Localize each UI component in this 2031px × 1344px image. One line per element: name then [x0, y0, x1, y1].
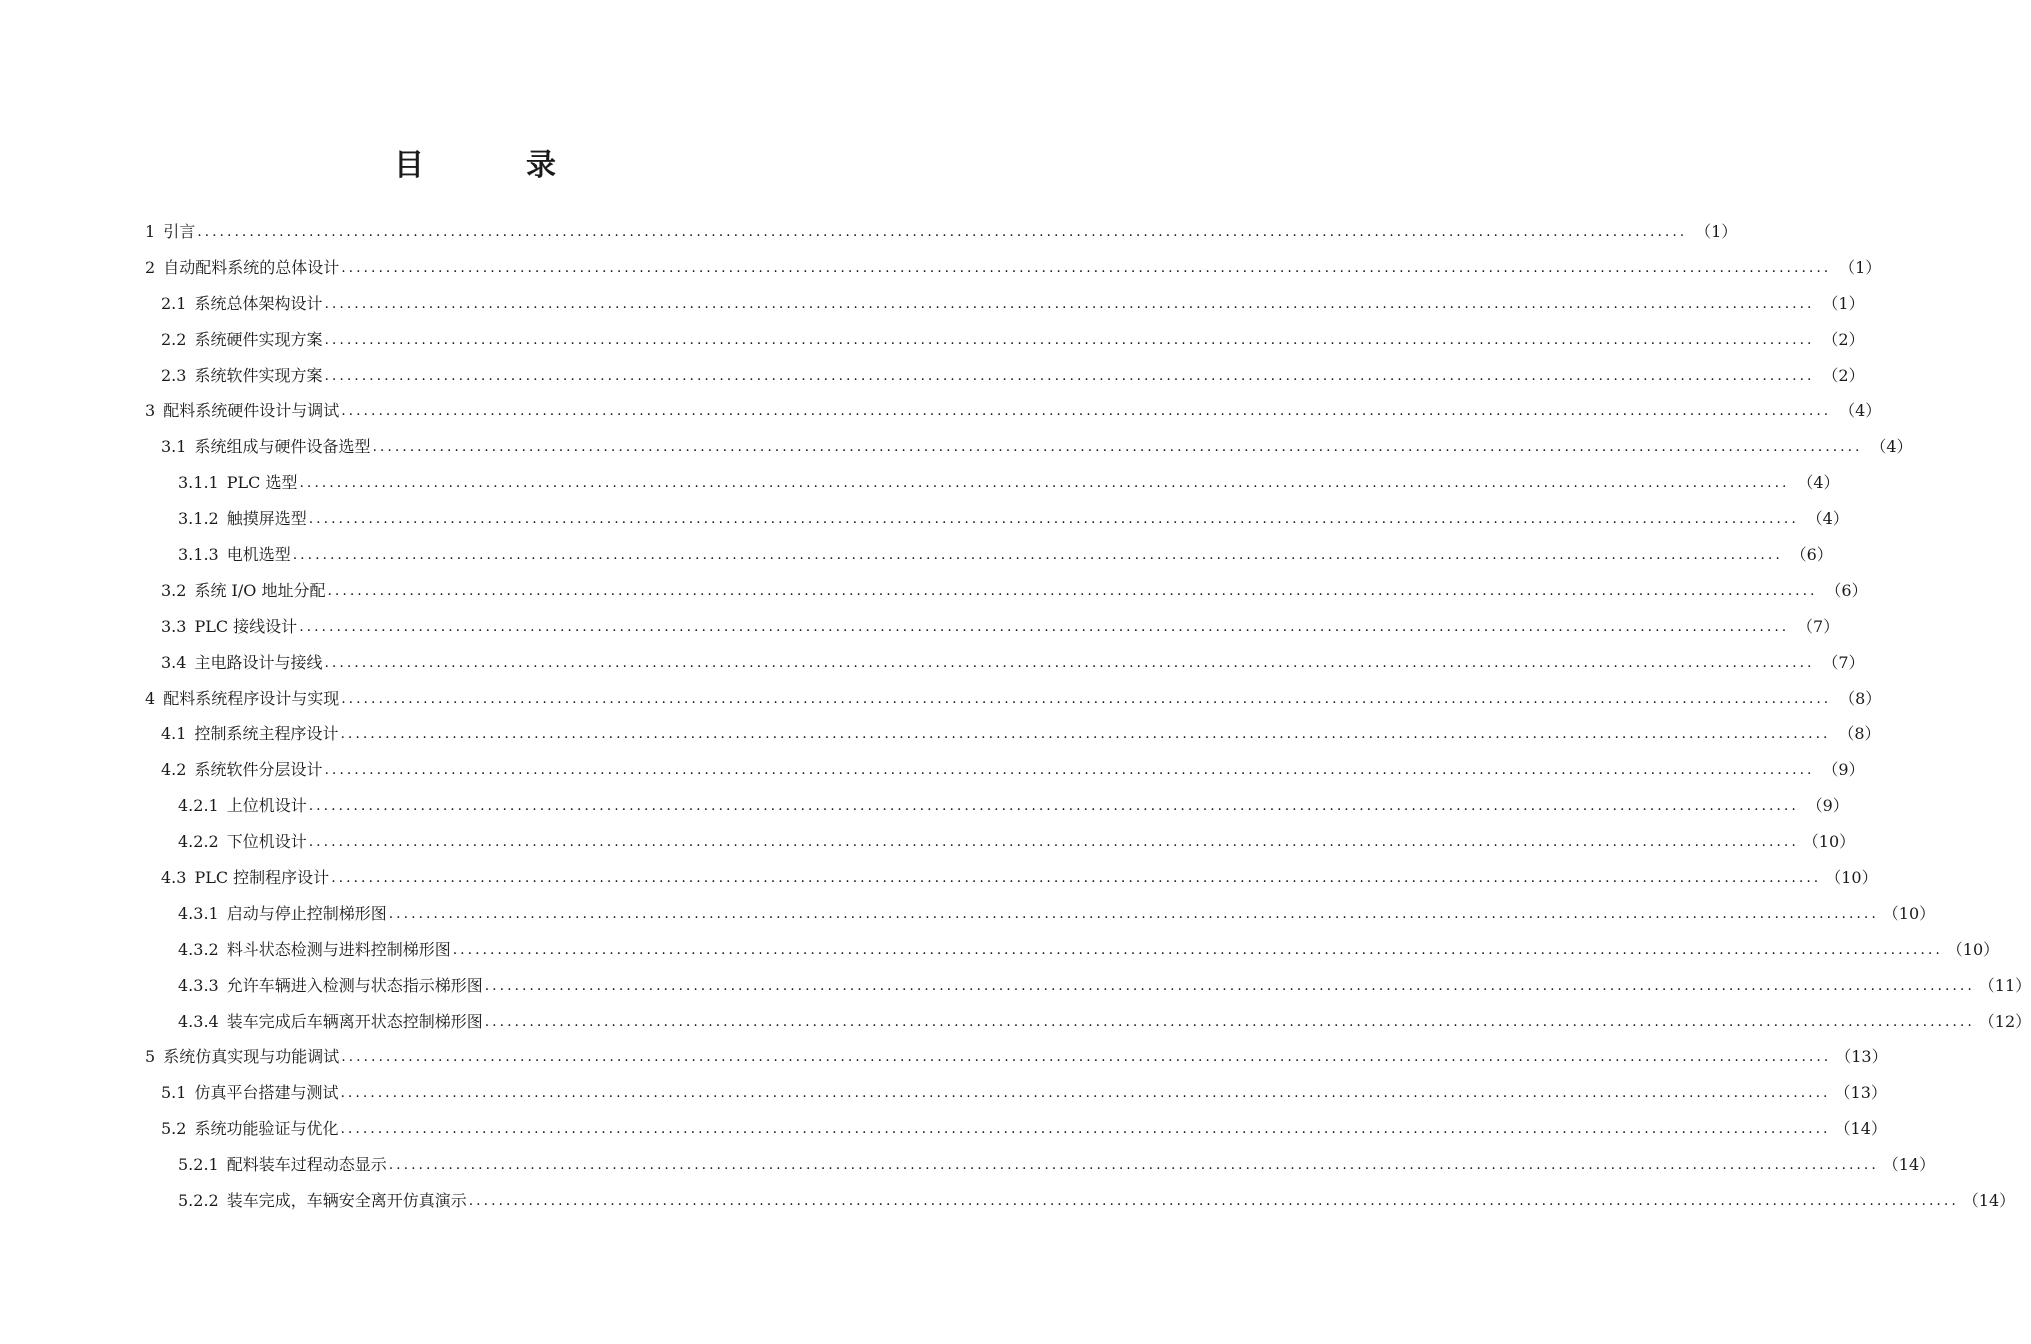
- toc-entry-title: [161, 760, 324, 780]
- toc-entry-number: 5.2.2: [178, 1190, 219, 1210]
- toc-entry-title: [161, 724, 340, 744]
- toc-entry-number: 2.3: [161, 365, 187, 385]
- toc-leader-dots: ........................................................................................................................................................................................................: [341, 403, 1832, 420]
- toc-entry-label: 系统 I/O 地址分配: [194, 580, 326, 600]
- toc-entry-number: 3.3: [161, 616, 187, 636]
- toc-page-number: （10）: [1946, 939, 2000, 959]
- toc-leader-dots: ........................................................................................................................................................................................................: [468, 1192, 1959, 1209]
- toc-entry-title: [178, 832, 309, 852]
- toc-entry-number: 3.1: [161, 437, 187, 457]
- toc-entry[interactable]: [161, 286, 1865, 322]
- toc-entry[interactable]: [145, 393, 1882, 429]
- toc-entry[interactable]: [145, 1039, 1888, 1075]
- toc-entry-title: [145, 689, 341, 709]
- toc-page-number: （4）: [1797, 473, 1840, 493]
- toc-entry-number: 4.2.2: [178, 832, 219, 852]
- toc-entry-label: 系统总体架构设计: [194, 293, 323, 313]
- toc-entry-title: [178, 473, 299, 493]
- toc-entry-number: 2.1: [161, 293, 187, 313]
- toc-entry-label: 控制系统主程序设计: [194, 724, 339, 744]
- toc-leader-dots: ........................................................................................................................................................................................................: [452, 941, 1943, 958]
- toc-entry-label: 系统硬件实现方案: [194, 329, 323, 349]
- toc-page-number: （4）: [1806, 509, 1849, 529]
- toc-page-number: （4）: [1839, 401, 1882, 421]
- table-of-contents: [0, 214, 2031, 1219]
- toc-leader-dots: ........................................................................................................................................................................................................: [341, 690, 1832, 707]
- toc-entry-title: [161, 868, 331, 888]
- toc-entry-title: [161, 294, 324, 314]
- toc-entry[interactable]: [161, 322, 1865, 358]
- toc-entry[interactable]: [178, 1004, 2031, 1040]
- toc-page-number: （13）: [1835, 1047, 1888, 1067]
- toc-entry-label: 装车完成后车辆离开状态控制梯形图: [226, 1011, 483, 1031]
- toc-entry-title: [161, 653, 324, 673]
- toc-leader-dots: ........................................................................................................................................................................................................: [484, 977, 1975, 994]
- toc-entry[interactable]: [178, 501, 1849, 537]
- toc-entry-label: 触摸屏选型: [226, 509, 307, 529]
- toc-leader-dots: ........................................................................................................................................................................................................: [341, 259, 1832, 276]
- toc-entry[interactable]: [178, 824, 1856, 860]
- toc-page-number: （10）: [1882, 903, 1936, 923]
- toc-leader-dots: ........................................................................................................................................................................................................: [388, 1157, 1879, 1174]
- toc-entry-label: 系统软件分层设计: [194, 760, 323, 780]
- toc-entry-label: 主电路设计与接线: [194, 652, 323, 672]
- toc-entry[interactable]: [178, 1183, 2016, 1219]
- toc-entry-label: 系统组成与硬件设备选型: [194, 437, 371, 457]
- toc-leader-dots: ........................................................................................................................................................................................................: [484, 1013, 1975, 1030]
- toc-page-number: （11）: [1978, 975, 2031, 995]
- toc-entry-label: 电机选型: [226, 544, 291, 564]
- toc-leader-dots: ........................................................................................................................................................................................................: [197, 223, 1688, 240]
- toc-leader-dots: ........................................................................................................................................................................................................: [340, 1085, 1831, 1102]
- toc-leader-dots: ........................................................................................................................................................................................................: [327, 582, 1818, 599]
- toc-entry[interactable]: [161, 358, 1865, 394]
- toc-entry[interactable]: [161, 1075, 1887, 1111]
- toc-entry-number: 4.2: [161, 760, 187, 780]
- toc-entry-label: 引言: [163, 221, 196, 241]
- toc-entry-title: [161, 1083, 340, 1103]
- toc-entry-number: 5.2: [161, 1119, 187, 1139]
- toc-entry-label: PLC 接线设计: [194, 616, 298, 636]
- toc-leader-dots: ........................................................................................................................................................................................................: [341, 1049, 1832, 1066]
- toc-entry-number: 3.1.2: [178, 509, 219, 529]
- toc-entry[interactable]: [161, 645, 1865, 681]
- toc-entry[interactable]: [178, 968, 2031, 1004]
- toc-leader-dots: ........................................................................................................................................................................................................: [299, 475, 1790, 492]
- toc-leader-dots: ........................................................................................................................................................................................................: [340, 726, 1831, 743]
- toc-entry-label: 料斗状态检测与进料控制梯形图: [226, 939, 451, 959]
- toc-leader-dots: ........................................................................................................................................................................................................: [372, 439, 1863, 456]
- toc-leader-dots: ........................................................................................................................................................................................................: [324, 331, 1815, 348]
- toc-entry-label: 系统软件实现方案: [194, 365, 323, 385]
- toc-entry-title: [178, 904, 389, 924]
- toc-entry[interactable]: [161, 860, 1878, 896]
- toc-entry-number: 3.1.3: [178, 544, 219, 564]
- toc-entry-title: [178, 976, 485, 996]
- toc-page-number: （12）: [1978, 1011, 2031, 1031]
- toc-page-number: （2）: [1822, 329, 1865, 349]
- toc-entry-number: 3.4: [161, 652, 187, 672]
- toc-entry-label: 装车完成，车辆安全离开仿真演示: [226, 1190, 467, 1210]
- toc-entry-label: 自动配料系统的总体设计: [163, 257, 340, 277]
- toc-entry-number: 4: [145, 688, 156, 708]
- toc-page-number: （13）: [1834, 1083, 1887, 1103]
- toc-leader-dots: ........................................................................................................................................................................................................: [324, 367, 1815, 384]
- toc-entry[interactable]: [161, 429, 1913, 465]
- toc-page-number: （9）: [1822, 760, 1865, 780]
- toc-entry[interactable]: [161, 573, 1868, 609]
- toc-page-number: （8）: [1839, 688, 1882, 708]
- toc-page-number: （4）: [1870, 437, 1913, 457]
- toc-entry-label: PLC 选型: [226, 473, 298, 493]
- toc-page-number: （8）: [1838, 724, 1881, 744]
- toc-entry-title: [161, 437, 372, 457]
- toc-page-number: （10）: [1825, 867, 1878, 887]
- toc-entry-label: PLC 控制程序设计: [194, 867, 330, 887]
- toc-entry-title: [178, 1155, 389, 1175]
- toc-entry-number: 4.3.3: [178, 975, 219, 995]
- toc-entry-number: 3.1.1: [178, 473, 219, 493]
- toc-entry-title: [161, 1119, 340, 1139]
- toc-entry-number: 5.1: [161, 1083, 187, 1103]
- toc-page-number: （10）: [1802, 832, 1856, 852]
- toc-entry-label: 配料系统程序设计与实现: [163, 688, 340, 708]
- toc-entry-label: 仿真平台搭建与测试: [194, 1083, 339, 1103]
- toc-entry[interactable]: [178, 465, 1840, 501]
- toc-entry[interactable]: [178, 788, 1849, 824]
- toc-entry-number: 3.2: [161, 580, 187, 600]
- toc-page-number: （7）: [1822, 652, 1865, 672]
- toc-entry[interactable]: [145, 214, 1738, 250]
- toc-page-number: （6）: [1825, 580, 1868, 600]
- toc-entry-label: 上位机设计: [226, 796, 307, 816]
- toc-entry-title: [161, 366, 324, 386]
- toc-entry-title: [178, 545, 293, 565]
- toc-entry[interactable]: [178, 932, 2000, 968]
- toc-leader-dots: ........................................................................................................................................................................................................: [324, 762, 1815, 779]
- toc-page-number: （9）: [1806, 796, 1849, 816]
- toc-leader-dots: ........................................................................................................................................................................................................: [340, 1121, 1831, 1138]
- toc-entry-number: 4.3: [161, 867, 187, 887]
- toc-leader-dots: ........................................................................................................................................................................................................: [299, 618, 1790, 635]
- toc-leader-dots: ........................................................................................................................................................................................................: [308, 511, 1799, 528]
- toc-entry-title: [178, 796, 309, 816]
- toc-entry-label: 允许车辆进入检测与状态指示梯形图: [226, 975, 483, 995]
- toc-entry-number: 5: [145, 1047, 156, 1067]
- toc-entry-label: 配料装车过程动态显示: [226, 1155, 387, 1175]
- toc-leader-dots: ........................................................................................................................................................................................................: [308, 834, 1799, 851]
- toc-entry[interactable]: [178, 896, 1936, 932]
- toc-entry-title: [145, 222, 197, 242]
- toc-page-number: （2）: [1822, 365, 1865, 385]
- toc-entry-title: [145, 1047, 341, 1067]
- toc-entry-label: 配料系统硬件设计与调试: [163, 401, 340, 421]
- toc-entry-title: [178, 1191, 469, 1211]
- toc-entry-title: [178, 509, 309, 529]
- toc-entry-number: 1: [145, 221, 156, 241]
- toc-entry[interactable]: [161, 716, 1881, 752]
- toc-page-number: （14）: [1962, 1190, 2016, 1210]
- toc-leader-dots: ........................................................................................................................................................................................................: [331, 869, 1822, 886]
- toc-entry-title: [161, 330, 324, 350]
- toc-entry[interactable]: [161, 1111, 1887, 1147]
- toc-leader-dots: ........................................................................................................................................................................................................: [308, 798, 1799, 815]
- toc-entry-title: [178, 940, 453, 960]
- toc-entry-title: [145, 401, 341, 421]
- toc-entry[interactable]: [161, 609, 1840, 645]
- toc-entry-number: 2: [145, 257, 156, 277]
- page-title: 目 录: [394, 148, 592, 183]
- toc-entry[interactable]: [145, 681, 1882, 717]
- toc-entry[interactable]: [178, 1147, 1936, 1183]
- toc-entry-label: 系统仿真实现与功能调试: [163, 1047, 340, 1067]
- toc-page-number: （6）: [1790, 544, 1833, 564]
- toc-page-number: （7）: [1797, 616, 1840, 636]
- toc-page-number: （1）: [1839, 257, 1882, 277]
- toc-entry-number: 4.2.1: [178, 796, 219, 816]
- toc-entry-number: 3: [145, 401, 156, 421]
- toc-entry-title: [161, 581, 327, 601]
- toc-leader-dots: ........................................................................................................................................................................................................: [324, 295, 1815, 312]
- toc-entry-title: [145, 258, 341, 278]
- toc-entry-title: [161, 617, 299, 637]
- toc-entry[interactable]: [161, 752, 1865, 788]
- toc-entry-number: 4.3.2: [178, 939, 219, 959]
- toc-entry-number: 4.3.1: [178, 903, 219, 923]
- toc-entry-label: 下位机设计: [226, 832, 307, 852]
- toc-entry-title: [178, 1012, 485, 1032]
- toc-entry[interactable]: [178, 537, 1833, 573]
- toc-leader-dots: ........................................................................................................................................................................................................: [324, 654, 1815, 671]
- toc-entry[interactable]: [145, 250, 1882, 286]
- toc-leader-dots: ........................................................................................................................................................................................................: [388, 905, 1879, 922]
- toc-entry-label: 系统功能验证与优化: [194, 1119, 339, 1139]
- toc-entry-number: 4.3.4: [178, 1011, 219, 1031]
- toc-leader-dots: ........................................................................................................................................................................................................: [292, 546, 1783, 563]
- toc-entry-number: 5.2.1: [178, 1155, 219, 1175]
- toc-entry-label: 启动与停止控制梯形图: [226, 903, 387, 923]
- toc-page-number: （14）: [1834, 1119, 1887, 1139]
- toc-page-number: （1）: [1695, 221, 1738, 241]
- toc-entry-number: 2.2: [161, 329, 187, 349]
- toc-page-number: （14）: [1882, 1155, 1936, 1175]
- toc-page-number: （1）: [1822, 293, 1865, 313]
- toc-entry-number: 4.1: [161, 724, 187, 744]
